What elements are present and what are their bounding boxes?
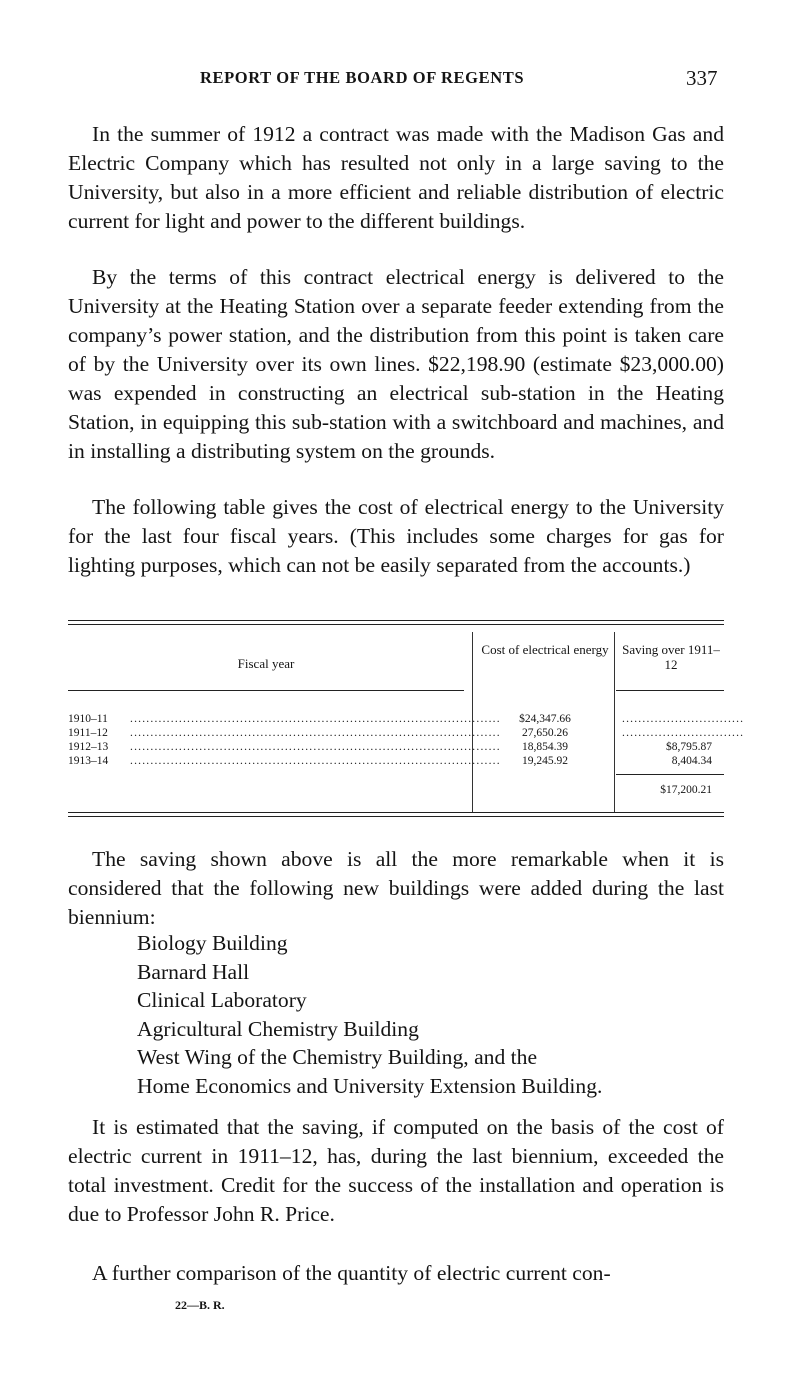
header-cost: Cost of electrical energy bbox=[481, 642, 609, 657]
row-year: 1913–14 bbox=[68, 755, 109, 767]
row-year: 1911–12 bbox=[68, 727, 108, 739]
table-bottom-rule bbox=[68, 812, 724, 813]
page-header bbox=[0, 66, 798, 96]
list-item: Agricultural Chemistry Building bbox=[137, 1016, 419, 1041]
row-cost: 27,650.26 bbox=[522, 727, 568, 739]
row-year: 1910–11 bbox=[68, 713, 108, 725]
leader-dots: ........................................................................................... bbox=[130, 741, 501, 753]
header-underline bbox=[68, 690, 464, 691]
paragraph-table-intro bbox=[68, 493, 724, 580]
total-row bbox=[68, 783, 724, 798]
list-item: Clinical Laboratory bbox=[137, 988, 307, 1013]
leader-dots: .............................. bbox=[622, 727, 745, 739]
leader-dots: ........................................................................................... bbox=[130, 755, 501, 767]
table-top-rule bbox=[68, 624, 724, 625]
leader-dots: ........................................................................................... bbox=[130, 727, 501, 739]
buildings-list bbox=[137, 929, 602, 1101]
total-saving: $17,200.21 bbox=[660, 784, 712, 796]
row-cost: 18,854.39 bbox=[522, 741, 568, 753]
header-saving: Saving over 1911–12 bbox=[622, 642, 720, 672]
paragraph-estimate bbox=[68, 1113, 724, 1229]
list-item: Biology Building bbox=[137, 931, 288, 955]
paragraph-terms bbox=[68, 263, 724, 466]
list-item: Home Economics and University Extension Building. bbox=[137, 1073, 603, 1098]
page-number: 337 bbox=[686, 66, 718, 90]
row-saving: 8,404.34 bbox=[671, 755, 712, 767]
list-item: Barnard Hall bbox=[137, 959, 250, 984]
row-year: 1912–13 bbox=[68, 741, 109, 753]
table-top-rule bbox=[68, 620, 724, 621]
paragraph-comparison bbox=[68, 1259, 724, 1288]
paragraph-buildings-intro bbox=[68, 845, 724, 932]
table-row bbox=[68, 712, 745, 727]
paragraph-text: It is estimated that the saving, if computed on the basis of the cost of electric current in 1911–12, has, during the last biennium, exceeded the total investment. Credit for the success of the installation and operation is due to Professor John R. Price. bbox=[68, 1115, 724, 1226]
header-fiscal-year: Fiscal year bbox=[237, 656, 295, 671]
table-row bbox=[68, 726, 745, 741]
table-row bbox=[68, 740, 724, 755]
paragraph-text: By the terms of this contract electrical energy is delivered to the University at the Heating Station over a separate feeder extending from the company’s power station, and the distribution from this point is taken care of by the University over its own lines. $22,198.90 (estimate $23,000.00) was expended in constructing an electrical sub-station in the Heating Station, in equipping this sub-station with a switchboard and machines, and in installing a distributing system on the grounds. bbox=[68, 265, 724, 463]
paragraph-text: The saving shown above is all the more remarkable when it is considered that the following new buildings were added during the last biennium: bbox=[68, 847, 724, 929]
total-rule bbox=[616, 774, 724, 775]
leader-dots: .............................. bbox=[622, 713, 745, 725]
row-cost: $24,347.66 bbox=[519, 713, 571, 725]
paragraph-text: A further comparison of the quantity of electric current con- bbox=[92, 1261, 611, 1285]
list-item: West Wing of the Chemistry Building, and the bbox=[137, 1045, 538, 1070]
table-row bbox=[68, 754, 724, 769]
row-cost: 19,245.92 bbox=[522, 755, 568, 767]
table-bottom-rule bbox=[68, 816, 724, 817]
signature-mark: 22—B. R. bbox=[175, 1298, 225, 1312]
row-saving: $8,795.87 bbox=[666, 741, 712, 753]
leader-dots: ........................................................................................... bbox=[130, 713, 501, 725]
cost-table bbox=[68, 620, 745, 820]
header-underline bbox=[616, 690, 724, 691]
paragraph-text: In the summer of 1912 a contract was made with the Madison Gas and Electric Company which has resulted not only in a large saving to the University, but also in a more efficient and reliable distribution of electric current for light and power to the different buildings. bbox=[68, 122, 724, 233]
paragraph-text: The following table gives the cost of electrical energy to the University for the last four fiscal years. (This includes some charges for gas for lighting purposes, which can not be easily separated from the accounts.) bbox=[68, 495, 724, 577]
paragraph-contract bbox=[68, 120, 724, 236]
running-head: REPORT OF THE BOARD OF REGENTS bbox=[200, 68, 525, 87]
